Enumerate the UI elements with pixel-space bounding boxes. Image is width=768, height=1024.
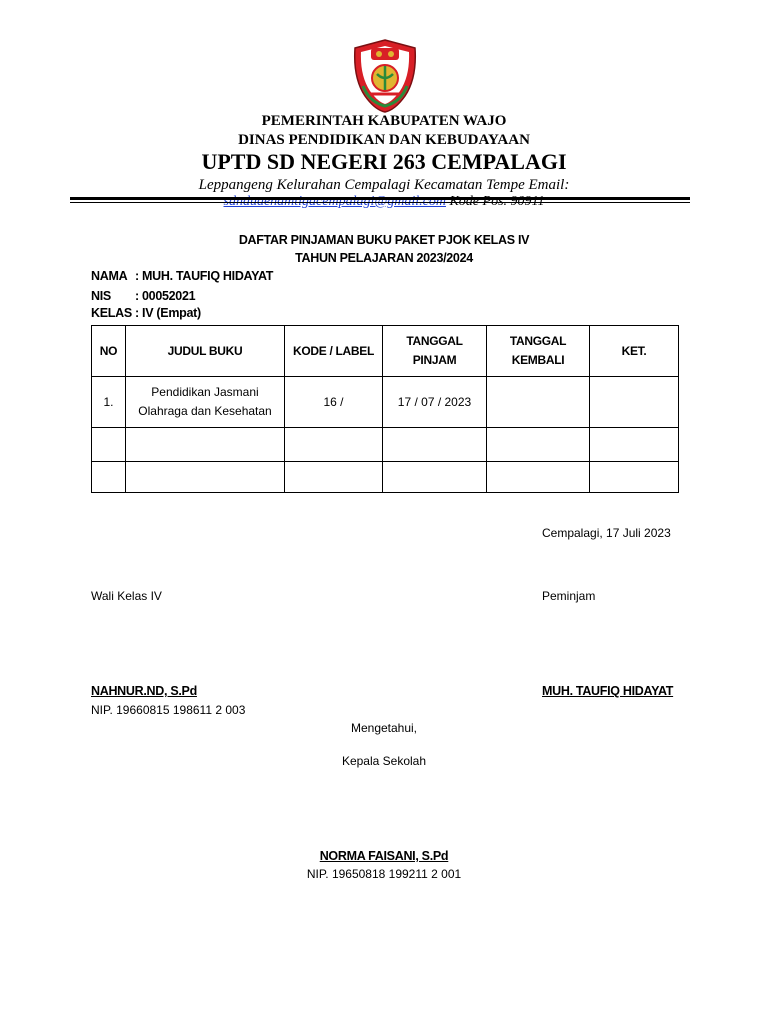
class-value: : IV (Empat) <box>135 306 201 320</box>
table-row-empty <box>92 462 679 493</box>
nis-value: : 00052021 <box>135 289 196 303</box>
row-borrow-date: 17 / 07 / 2023 <box>383 377 487 428</box>
principal-nip: NIP. 19650818 199211 2 001 <box>306 867 462 881</box>
homeroom-teacher-nip: NIP. 19660815 198611 2 003 <box>91 703 246 717</box>
gov-line: PEMERINTAH KABUPATEN WAJO <box>261 113 507 129</box>
left-role: Wali Kelas IV <box>91 589 162 603</box>
table-header-row <box>92 326 679 377</box>
place-date: Cempalagi, 17 Juli 2023 <box>542 526 671 540</box>
header-no: NO <box>92 326 126 377</box>
header-code: KODE / LABEL <box>285 326 383 377</box>
address-line: Leppangeng Kelurahan Cempalagi Kecamatan Tempe Email: <box>198 177 570 193</box>
name-value: : MUH. TAUFIQ HIDAYAT <box>135 269 274 283</box>
letterhead-rule-thick <box>70 197 690 200</box>
class-label: KELAS <box>91 306 132 320</box>
row-code: 16 / <box>285 377 383 428</box>
row-title: Pendidikan Jasmani Olahraga dan Kesehatan <box>126 377 285 428</box>
homeroom-teacher-name: NAHNUR.ND, S.Pd <box>91 684 197 698</box>
row-note <box>590 377 679 428</box>
header-return-date: TANGGAL KEMBALI <box>487 326 590 377</box>
department-line: DINAS PENDIDIKAN DAN KEBUDAYAAN <box>238 132 530 148</box>
row-return-date <box>487 377 590 428</box>
loan-table <box>91 325 679 493</box>
borrower-name: MUH. TAUFIQ HIDAYAT <box>542 684 674 698</box>
school-name: UPTD SD NEGERI 263 CEMPALAGI <box>201 149 567 174</box>
document-title: DAFTAR PINJAMAN BUKU PAKET PJOK KELAS IV <box>238 233 530 247</box>
principal-name: NORMA FAISANI, S.Pd <box>319 849 449 863</box>
header-borrow-date: TANGGAL PINJAM <box>383 326 487 377</box>
header-note: KET. <box>590 326 679 377</box>
right-role: Peminjam <box>542 589 596 603</box>
header-title: JUDUL BUKU <box>126 326 285 377</box>
name-label: NAMA <box>91 269 128 283</box>
student-class-row <box>91 306 201 320</box>
principal-role: Kepala Sekolah <box>341 754 427 768</box>
regency-emblem-logo <box>349 38 421 114</box>
academic-year: TAHUN PELAJARAN 2023/2024 <box>295 251 473 265</box>
table-row-empty <box>92 428 679 462</box>
table-row <box>92 377 679 428</box>
letterhead-rule-thin <box>70 202 690 203</box>
student-nis-row <box>91 289 195 303</box>
row-no: 1. <box>92 377 126 428</box>
acknowledge-label: Mengetahui, <box>350 721 418 735</box>
nis-label: NIS <box>91 289 111 303</box>
student-name-row <box>91 269 273 283</box>
